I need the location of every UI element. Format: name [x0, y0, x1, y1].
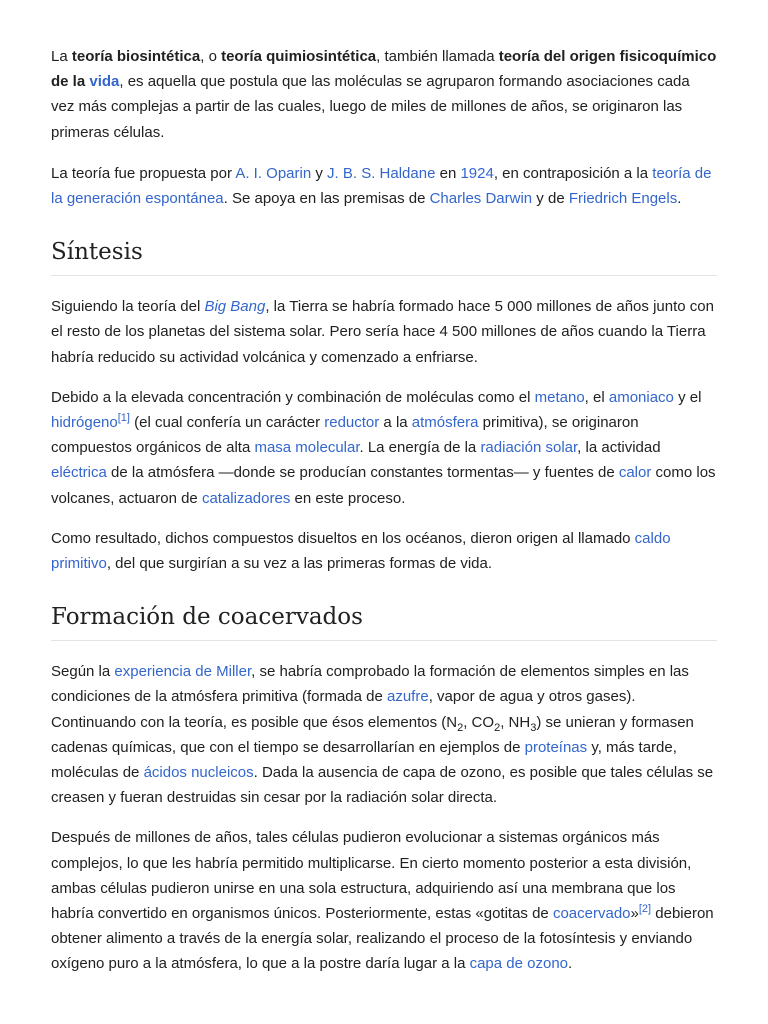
coacervados-paragraph-2	[51, 825, 717, 976]
section-heading-sintesis: Síntesis	[51, 237, 717, 276]
link-coacervado[interactable]: coacervado	[552, 905, 631, 923]
link-calor[interactable]: calor	[618, 464, 652, 482]
link-text: Big Bang	[204, 298, 266, 316]
link-catalizadores[interactable]: catalizadores	[201, 489, 291, 507]
text: . Se apoya en las premisas de	[223, 190, 430, 208]
text: y, más tarde, moléculas de	[51, 738, 677, 782]
link-vida[interactable]: vida	[89, 73, 120, 91]
subscript: 2	[494, 721, 501, 734]
text: en	[435, 164, 461, 182]
link-caldo-primitivo[interactable]: caldo primitivo	[51, 529, 671, 573]
text: , el	[584, 388, 609, 406]
text: y el	[673, 388, 702, 406]
link-azufre[interactable]: azufre	[387, 688, 429, 706]
subscript: 2	[457, 721, 464, 734]
text: primitiva), se originaron compuestos orgánicos de alta	[51, 414, 639, 457]
link-charles-darwin[interactable]: Charles Darwin	[429, 190, 533, 208]
link-generacion-espontanea[interactable]: teoría de la generación espontánea	[51, 164, 712, 208]
link-big-bang[interactable]	[204, 298, 265, 315]
coacervados-paragraph-1	[51, 659, 717, 810]
link-masa-molecular[interactable]: masa molecular	[254, 439, 360, 457]
text: .	[568, 955, 573, 973]
text: como los volcanes, actuaron de	[51, 464, 716, 507]
text: Debido a la elevada concentración y combinación de moléculas como el	[51, 388, 535, 406]
link-oparin[interactable]: A. I. Oparin	[235, 164, 312, 182]
link-amoniaco[interactable]: amoniaco	[608, 388, 674, 406]
text: y	[311, 164, 328, 182]
link-1924[interactable]: 1924	[460, 164, 494, 182]
link-hidrogeno[interactable]: hidrógeno	[51, 414, 118, 432]
bold-term: teoría biosintética	[71, 48, 201, 65]
link-proteinas[interactable]: proteínas	[524, 738, 588, 756]
subscript: 3	[530, 721, 537, 734]
link-experiencia-de-miller[interactable]: experiencia de Miller	[114, 663, 252, 681]
sintesis-paragraph-2	[51, 385, 717, 511]
text: Según la	[51, 663, 115, 681]
text: a la	[379, 414, 412, 432]
text: , también llamada	[376, 48, 499, 65]
sintesis-paragraph-3	[51, 526, 717, 576]
link-reductor[interactable]: reductor	[324, 414, 380, 432]
link-capa-de-ozono[interactable]: capa de ozono	[469, 955, 569, 973]
text: , se habría comprobado la formación de elementos simples en las condiciones de la atmósfera primitiva (formada de	[51, 663, 689, 706]
link-haldane[interactable]: J. B. S. Haldane	[327, 164, 436, 182]
link-electrica[interactable]: eléctrica	[51, 464, 107, 482]
article-body	[51, 44, 717, 992]
reference-link-2[interactable]: [2]	[638, 903, 652, 916]
text: debieron obtener alimento a través de la energía solar, realizando el proceso de la fotosíntesis y enviando oxígeno puro a la atmósfera, lo que a la postre daría lugar a la	[51, 905, 714, 973]
section-heading-coacervados: Formación de coacervados	[51, 602, 717, 641]
text: »	[630, 905, 639, 923]
text: .	[677, 190, 682, 208]
text: Como resultado, dichos compuestos disueltos en los océanos, dieron origen al llamado	[51, 529, 635, 547]
sintesis-paragraph-1	[51, 294, 717, 370]
text: , la Tierra se habría formado hace 5 000 millones de años junto con el resto de los planetas del sistema solar. Pero sería hace 4 500 millones de años cuando la Tierra habría reducido su actividad volcánica y comenzado a enfriarse.	[51, 298, 714, 366]
text: . La energía de la	[359, 439, 481, 457]
text: ) se unieran y formasen cadenas químicas, que con el tiempo se desarrollarían en ejemplos de	[51, 713, 694, 756]
text: , NH	[500, 713, 531, 731]
text: , la actividad	[577, 439, 661, 457]
link-metano[interactable]: metano	[534, 388, 585, 406]
intro-paragraph-1	[51, 44, 717, 145]
text: La	[51, 48, 72, 65]
bold-term-text: teoría del origen fisicoquímico de la	[51, 48, 717, 91]
link-acidos-nucleicos[interactable]: ácidos nucleicos	[143, 764, 254, 782]
intro-paragraph-2	[51, 161, 717, 211]
link-atmosfera[interactable]: atmósfera	[411, 414, 479, 432]
reference-link-1[interactable]: [1]	[117, 412, 130, 425]
text: , vapor de agua y otros gases). Continuando con la teoría, es posible que ésos elementos (N	[51, 688, 636, 731]
text: , en contraposición a la	[493, 164, 653, 182]
bold-term: teoría quimiosintética	[221, 48, 377, 65]
link-friedrich-engels[interactable]: Friedrich Engels	[568, 190, 678, 208]
link-radiacion-solar[interactable]: radiación solar	[480, 439, 578, 457]
text: . Dada la ausencia de capa de ozono, es posible que tales células se creasen y fueran destruidas sin cesar por la radiación solar directa.	[51, 764, 714, 807]
text: , es aquella que postula que las moléculas se agruparon formando asociaciones cada vez más complejas a partir de las cuales, luego de miles de millones de años, se originaron las primeras células.	[51, 73, 690, 141]
text: Después de millones de años, tales células pudieron evolucionar a sistemas orgánicos más complejos, lo que les habría permitido multiplicarse. En cierto momento posterior a esta división, ambas células pudieron unirse en una sola estructura, adquiriendo así una membrana que los habría convertido en organismos únicos. Posteriormente, estas «gotitas de	[51, 829, 692, 923]
text: y de	[532, 190, 569, 208]
text: , o	[200, 48, 222, 65]
text: (el cual confería un carácter	[129, 414, 325, 432]
text: , CO	[463, 713, 495, 731]
text: de la atmósfera —donde se producían constantes tormentas— y fuentes de	[106, 464, 619, 482]
text: Siguiendo la teoría del	[51, 298, 205, 316]
text: , del que surgirían a su vez a las primeras formas de vida.	[106, 555, 493, 573]
text: La teoría fue propuesta por	[51, 164, 236, 182]
text: en este proceso.	[290, 489, 406, 507]
